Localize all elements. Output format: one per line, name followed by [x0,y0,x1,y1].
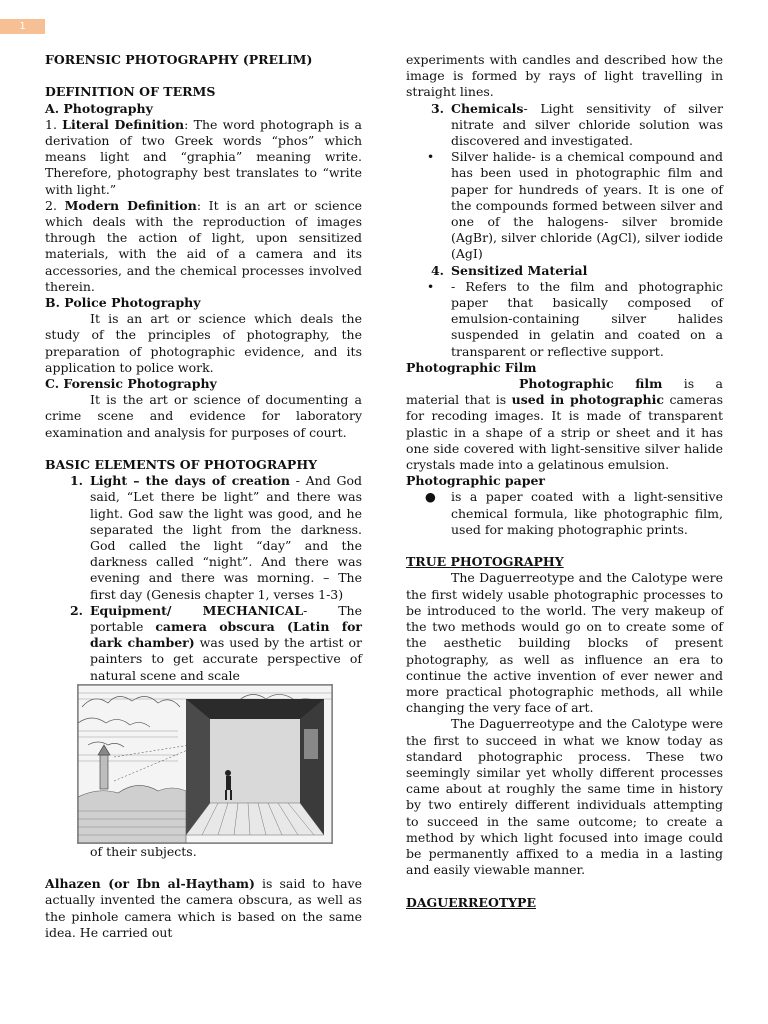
item-term: Light – the days of creation [90,473,290,489]
element-light [45,473,362,603]
right-column [406,52,723,911]
bullet-text: - Refers to the film and photographic paper that basically composed of emulsion-containing silver halides suspended in gelatin and coated on a transparent or reflective support. [451,278,723,359]
literal-number: 1. [45,116,63,132]
modern-term: Modern Definition [64,197,197,213]
camera-obscura-engraving [77,684,333,844]
film-text-cont: cameras for recoding images. It is made of transparent plastic in a shape of a strip or sheet and it has one side covered with light-sensitive silver halide crystals made into a gelatinous emulsion. [406,392,723,473]
alhazen-text: is said to have actually invented the camera obscura, as well as the pinhole camera which is based on the same idea. He carried out [45,876,362,940]
literal-term: Literal Definition [62,116,185,132]
modern-definition [45,198,362,295]
literal-text: : The word photograph is a derivation of two Greek words “phos” which means light and “graphia” meaning write. Therefore, photography best translates to “write with light.” [45,116,363,197]
literal-definition [45,117,362,198]
item-number: 1. [69,473,83,489]
item-text [451,101,723,150]
bullet-icon: • [426,278,435,294]
bullet-icon: ● [425,489,436,505]
bullet-icon: • [426,149,435,165]
film-text: is a material that is [406,376,723,408]
true-photography-p1: The Daguerreotype and the Calotype were the first widely usable photographic processes to be introduced to the world. The very makeup of the two methods would go on to create some of the aesthetic building blocks of present photography, as well as influence an era to continue the active invention of ever newer and more practical photographic methods, all while changing the very face of art. [406,570,723,716]
element-chemicals [406,101,723,150]
police-photography-text: It is an art or science which deals the study of the principles of photography, the preparation of photographic evidence, and its application to police work. [45,311,362,375]
sensitized-bullet [406,279,723,360]
item-term: Chemicals [451,100,524,116]
daguerreotype-heading: DAGUERREOTYPE [406,894,536,910]
photographic-paper-bullet [406,489,723,538]
camera-obscura-illustration [78,685,332,843]
silver-halide-bullet [406,149,723,262]
basic-elements-heading: BASIC ELEMENTS OF PHOTOGRAPHY [45,457,318,473]
element-sensitized [406,263,723,279]
definition-heading: DEFINITION OF TERMS [45,84,216,100]
alhazen-continued: experiments with candles and described how the image is formed by rays of light travelling in straight lines. [406,52,723,100]
alhazen-paragraph [45,876,362,941]
document-title: FORENSIC PHOTOGRAPHY (PRELIM) [45,52,313,67]
item-term: Equipment/ MECHANICAL [90,602,304,618]
item-body-cont: was used by the artist or painters to get accurate perspective of natural scene and scale [90,635,363,683]
equipment-continued: of their subjects. [90,843,197,859]
item-body: - And God said, “Let there be light” and there was light. God saw the light was good, and he separated the light from the darkness. God called the light “day” and the darkness called “night”. And there was evening and there was morning. – The first day (Genesis chapter 1, verses 1-3) [90,473,362,602]
element-equipment [45,603,362,684]
item-number: 3. [430,100,444,116]
photographic-film-heading: Photographic Film [406,359,537,375]
bullet-text: Silver halide- is a chemical compound and has been used in photographic film and paper for hundreds of years. It is one of the compounds formed between silver and one of the halogens- silver bromide (AgBr), silver chloride (AgCl), silver iodide (AgI) [451,149,723,262]
section-c-heading: C. Forensic Photography [45,376,217,392]
item-number: 4. [430,262,444,278]
alhazen-term: Alhazen (or Ibn al-Haytham) [45,876,255,892]
photographic-paper-heading: Photographic paper [406,473,546,489]
item-term: Sensitized Material [451,262,588,278]
true-photography-heading: TRUE PHOTOGRAPHY [406,554,564,570]
item-body: - Light sensitivity of silver nitrate and silver chloride solution was discovered and investigated. [451,100,723,149]
page-number-badge: 1 [0,19,45,34]
film-term: Photographic film [519,376,663,392]
item-number: 2. [69,602,83,618]
item-text [90,473,362,603]
section-b-heading: B. Police Photography [45,295,201,311]
section-a-heading: A. Photography [45,100,153,116]
left-column [45,52,362,941]
photographic-film-text [406,376,723,473]
item-bold: camera obscura (Latin for dark chamber) [90,619,363,651]
forensic-photography-text: It is the art or science of documenting a crime scene and evidence for laboratory examination and analysis for purposes of court. [45,392,362,440]
item-text [90,603,362,684]
true-photography-p2: The Daguerreotype and the Calotype were the first to succeed in what we know today as standard photographic process. These two seemingly similar yet wholly different processes came about at roughly the same time in history by two entirely different individuals attempting to succeed in the same outcome; to create a method by which light focused into image could be permanently affixed to a media in a lasting and easily viewable manner. [406,716,723,878]
item-body: - The portable [90,602,362,635]
modern-number: 2. [45,197,65,213]
film-bold: used in photographic [511,392,664,408]
modern-text: : It is an art or science which deals with the reproduction of images through the action of light, upon sensitized materials, with the aid of a camera and its accessories, and the chemical processes involved therein. [45,197,362,294]
bullet-text: is a paper coated with a light-sensitive chemical formula, like photographic film, used for making photographic prints. [451,489,723,537]
